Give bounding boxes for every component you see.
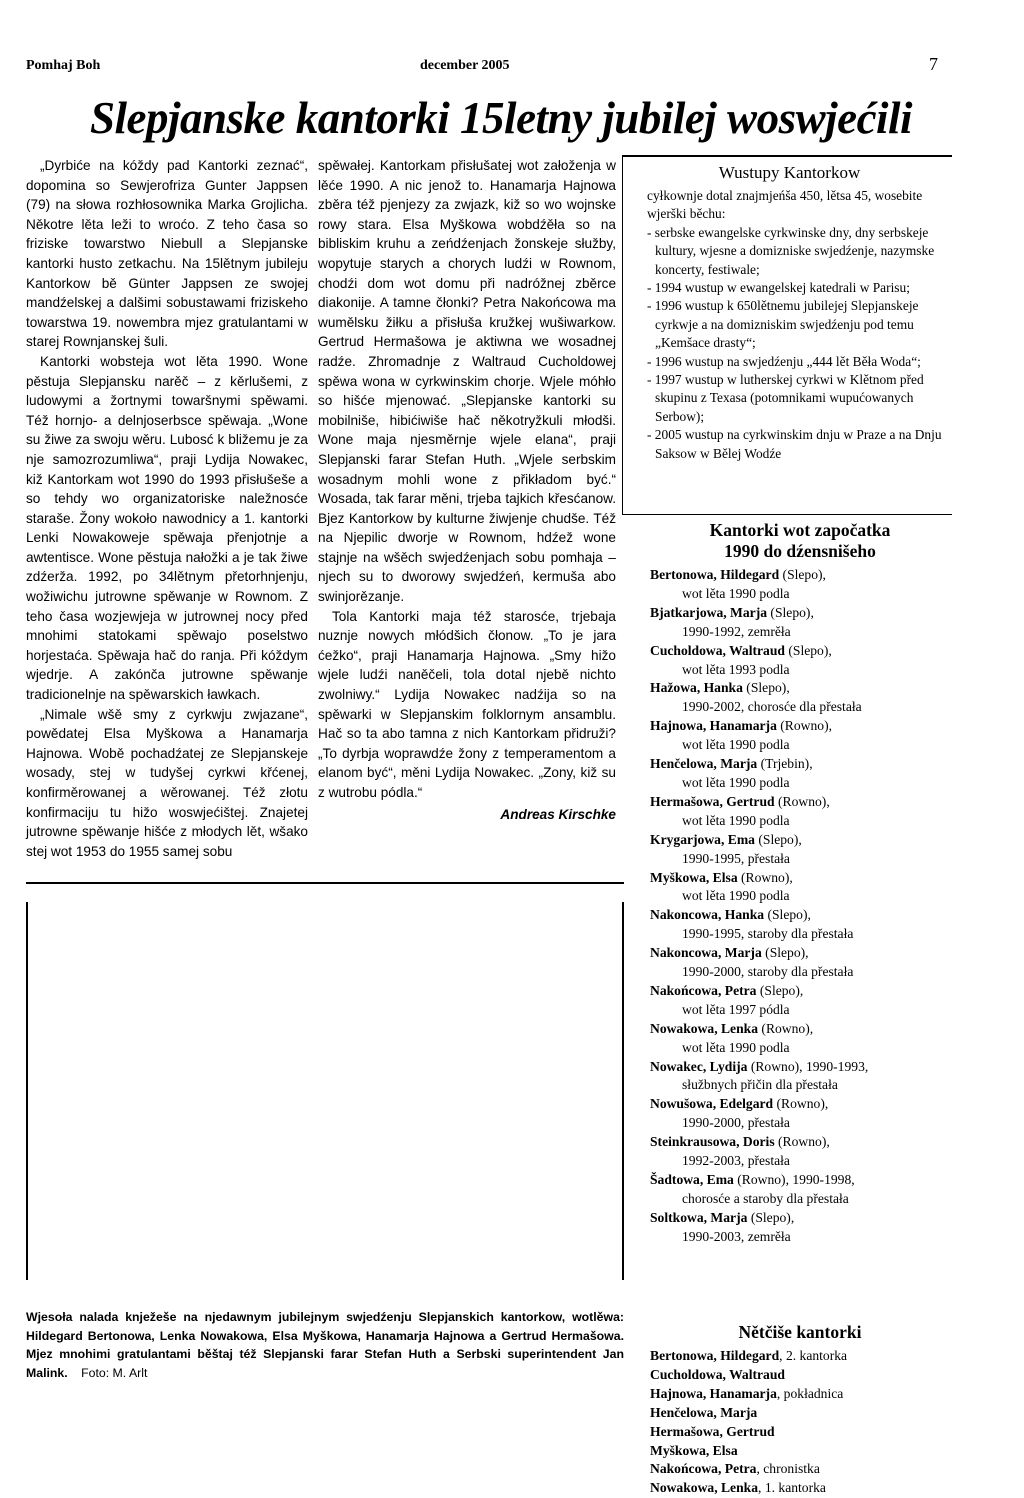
member-detail: (Rowno),: [776, 718, 833, 734]
member-period: 1990-2003, zemrěła: [682, 1228, 791, 1244]
current-members: [650, 1322, 950, 1498]
member-entry: [650, 1366, 950, 1385]
member-line: [650, 1366, 950, 1385]
performances-title: Wustupy Kantorkow: [718, 163, 861, 182]
member-name: Nakońcowa, Petra: [650, 1461, 757, 1477]
photo-edge-left: [26, 902, 28, 1280]
group-photo: [26, 882, 624, 1302]
member-name: Cucholdowa, Waltraud: [650, 642, 785, 658]
member-name: Krygarjowa, Ema: [650, 831, 755, 847]
member-detail: (Slepo),: [767, 604, 814, 620]
member-line: [650, 1460, 950, 1479]
member-name: Nowakowa, Lenka: [650, 1020, 759, 1036]
member-line: [650, 566, 950, 585]
member-entry: [650, 1058, 950, 1096]
member-detail: , 1. kantorka: [758, 1480, 826, 1496]
member-entry: [650, 831, 950, 869]
performances-intro: cyłkownje dotal znajmjeńša 450, lětsa 45, wosebite wjerški běchu:: [647, 188, 923, 222]
member-name: Bertonowa, Hildegard: [650, 567, 780, 582]
members-since-title: [650, 520, 950, 562]
member-detail: (Rowno), 1990-1993,: [747, 1058, 869, 1074]
member-line: [650, 1385, 950, 1404]
member-period: słužbnych přičin dla přestała: [682, 1077, 838, 1093]
member-line: [650, 679, 950, 698]
member-entry: [650, 604, 950, 642]
performance-item: - serbske ewangelske cyrkwinske dny, dny serbskeje kultury, wjesne a domizniske swjedźenje, nazymske koncerty, festiwale;: [647, 224, 935, 277]
member-line: [650, 831, 950, 850]
member-period: 1990-1992, zemrěła: [682, 623, 791, 639]
member-period: 1990-2000, přestała: [682, 1115, 790, 1131]
article-column-2: [318, 156, 616, 824]
member-period: 1992-2003, přestała: [682, 1153, 790, 1169]
member-name: Bertonowa, Hildegard: [650, 1348, 780, 1363]
member-period: wot lěta 1990 podla: [682, 774, 790, 790]
current-members-list: [650, 1347, 950, 1498]
member-detail: , chronistka: [756, 1461, 820, 1477]
member-detail: (Slepo),: [761, 945, 809, 961]
paragraph: spěwałej. Kantorkam přisłušatej wot załoženja w lěće 1990. A nic jenož to. Hanamarja Hajnowa zběra též pjenjezy za zwjazk, kiž so wo wojnske rowy stara. Elsa Myškowa wobdźěła so na bibliskim kruhu a zeńdźenjach žonskeje słužby, wopytuje starych a chorych ludźi w Rownom, chodźi dom wot domu při nadróžnej zběrce diakonije. A tamne čłonki? Petra Nakońcowa ma wumělsku žiłku a přisłuša kružkej wušiwarkow. Gertrud Hermašowa je aktiwna we wosadnej radźe. Zhromadnje z Waltraud Cucholdowej spěwa wona w cyrkwinskim chorje. Wjele móhło so hišće mjenować. „Slepjanske kantorki su mobilniše, hibićiwiše hač někotryžkuli młodši. Wone maja njesměrnje wjele elana“, praji Slepjanski farar Stefan Huth. „Wjele serbskim wosadnym mohli wone z přikładom być.“ Wosada, tak farar měni, trjeba tajkich křesćanow. Bjez Kantorkow by kulturne žiwjenje chudše. Též na Njepilic dworje w Rownom, hdźež wone stajnje na wšěch swjedźenjach sobu pomhaja – njech su to dworowy swjedźeń, kermuša abo swinjorězanje.: [318, 158, 616, 605]
member-line: [650, 1171, 950, 1190]
member-name: Šadtowa, Ema: [650, 1172, 734, 1187]
member-line: [650, 642, 950, 661]
member-name: Hermašowa, Gertrud: [650, 793, 775, 809]
member-detail: , 2. kantorka: [779, 1348, 848, 1363]
member-entry: [650, 755, 950, 793]
member-name: Hažowa, Hanka: [650, 680, 743, 696]
member-name: Soltkowa, Marja: [650, 1209, 748, 1225]
member-detail: (Rowno),: [774, 1134, 830, 1150]
member-entry: [650, 1460, 950, 1479]
member-name: Hermašowa, Gertrud: [650, 1423, 775, 1439]
member-detail: (Rowno),: [758, 1020, 814, 1036]
performance-item: - 2005 wustup na cyrkwinskim dnju w Praze a na Dnju Saksow w Bělej Wodźe: [647, 427, 942, 461]
member-line: [650, 1020, 950, 1039]
member-entry: [650, 1404, 950, 1423]
member-detail: (Slepo),: [779, 567, 826, 582]
member-line: [650, 1133, 950, 1152]
member-line: [650, 944, 950, 963]
member-entry: [650, 717, 950, 755]
member-entry: [650, 1442, 950, 1461]
member-detail: (Rowno),: [737, 869, 793, 885]
member-period: wot lěta 1990 podla: [682, 1039, 790, 1055]
performance-item: - 1996 wustup k 650lětnemu jubilejej Slepjanskeje cyrkwje a na domizniskim swjedźenju pod temu „Kemšace drasty“;: [647, 298, 919, 351]
member-entry: [650, 1385, 950, 1404]
paragraph: „Dyrbiće na kóždy pad Kantorki zeznać“, dopomina so Sewjerofriza Gunter Jappsen (79) na słowa rozhłosownika Marka Grojlicha. Někotre lěta leži to wroćo. Z teho časa so friziske towarstwo Niebull a Slepjanske kantorki husto zetkachu. Na 15lětnym jubileju Kantorkow bě Günter Jappsen ze swojej mandźelskej a dalšimi sobustawami friziskeho towarstwa 19. nowembra mjez gratulantami w starej Rownjanskej šuli.: [26, 158, 308, 350]
member-name: Nakoncowa, Marja: [650, 945, 762, 961]
member-entry: [650, 869, 950, 907]
member-entry: [650, 1095, 950, 1133]
member-period: wot lěta 1990 podla: [682, 585, 790, 601]
member-entry: [650, 982, 950, 1020]
members-list: [650, 566, 950, 1247]
paragraph: Tola Kantorki maja též starosće, trjebaja nuznje nowych młódšich čłonow. „To je jara ćežko“, praji Hanamarja Hajnowa. „Smy hižo wjele ludźi naněčeli, tola dotal njebě nichto zwolniwy.“ Lydija Nowakec nadźija so na spěwarki w Slepjanskim folklornym ansamblu. Hač so ta abo tamna z nich Kantorkam přidruži? „To dyrbja woprawdźe žony z temperamentom a elanom być“, měni Lydija Nowakec. „Zony, kiž su z wutrobu pódla.“: [318, 608, 616, 800]
author-signature: Andreas Kirschke: [500, 806, 616, 822]
member-detail: (Slepo),: [742, 680, 790, 696]
member-line: [650, 1442, 950, 1461]
member-name: Myškowa, Elsa: [650, 869, 738, 885]
member-name: Bjatkarjowa, Marja: [650, 604, 768, 620]
member-period: 1990-2002, chorosće dla přestała: [682, 699, 862, 715]
member-period: 1990-1995, přestała: [682, 850, 790, 866]
member-entry: [650, 1171, 950, 1209]
member-name: Nowušowa, Edelgard: [650, 1096, 774, 1112]
member-name: Henčelowa, Marja: [650, 756, 758, 772]
member-detail: , pokładnica: [776, 1385, 844, 1401]
member-line: [650, 869, 950, 888]
article-column-1: [26, 156, 308, 861]
member-detail: (Slepo),: [784, 642, 832, 658]
member-detail: (Rowno),: [774, 793, 830, 809]
member-name: Myškowa, Elsa: [650, 1442, 738, 1458]
photo-edge-right: [622, 902, 624, 1280]
performance-item: - 1996 wustup na swjedźenju „444 lět Běła Woda“;: [647, 353, 921, 369]
member-period: wot lěta 1990 podla: [682, 888, 790, 904]
member-detail: (Slepo),: [756, 982, 804, 998]
member-name: Nakońcowa, Petra: [650, 982, 757, 998]
member-line: [650, 1347, 950, 1366]
member-line: [650, 793, 950, 812]
member-entry: [650, 944, 950, 982]
member-detail: (Trjebin),: [757, 756, 813, 772]
member-entry: [650, 1133, 950, 1171]
publication-name: Pomhaj Boh: [26, 58, 101, 73]
members-since-title-line2: 1990 do dźensnišeho: [724, 541, 876, 561]
member-detail: (Rowno),: [773, 1096, 829, 1112]
member-entry: [650, 793, 950, 831]
member-entry: [650, 1423, 950, 1442]
member-detail: (Slepo),: [754, 831, 802, 847]
paragraph: Kantorki wobsteja wot lěta 1990. Wone pěstuja Slepjansku narěč – z kěrlušemi, z ludowymi a žortnymi towaršnymi spěwami. Též hornjo- a delnjoserbsce spěwaja. „Wone su žiwe za swoju wěru. Lubosć k bližemu je za nje samozrozumliwa“, praji Lydija Nowakec, kiž Kantorkam wot 1990 do 1993 přisłušeše a so tehdy wo organizatoriske naležnosće staraše. Žony wokoło nawodnicy a 1. kantorki Lenki Nowakoweje spěwaja přenjotnje a awtentisce. Wone pěstuja nałožki a je tak žiwe zdźerža. 1992, po 34lětnym přetorhnjenju, wožiwichu jutrowne spěwanje w Rownom. Z teho časa wozjewjeja w jutrownej nocy před mnohimi statokami spěwajo poselstwo horjestaća. Spěwaja hač do ranja. Při kóždym wjedrje. A zakónča jutrowne spěwanje tradicionelnje na spěwarskich ławkach.: [26, 353, 308, 703]
member-line: [650, 717, 950, 736]
member-line: [650, 1209, 950, 1228]
member-line: [650, 755, 950, 774]
member-detail: (Slepo),: [747, 1209, 795, 1225]
member-name: Hajnowa, Hanamarja: [650, 1385, 777, 1401]
member-line: [650, 982, 950, 1001]
performance-item: - 1997 wustup w lutherskej cyrkwi w Klětnom před skupinu z Texasa (potomnikami wupućowanych Serbow);: [647, 372, 924, 424]
member-entry: [650, 906, 950, 944]
member-name: Nakoncowa, Hanka: [650, 907, 765, 923]
member-line: [650, 1479, 950, 1498]
member-entry: [650, 1347, 950, 1366]
current-members-title: Nětčiše kantorki: [738, 1322, 862, 1342]
member-period: chorosće a staroby dla přestała: [682, 1190, 849, 1206]
performances-list: [647, 187, 952, 463]
member-period: wot lěta 1990 podla: [682, 812, 790, 828]
performance-item: - 1994 wustup w ewangelskej katedrali w Parisu;: [647, 280, 910, 296]
member-entry: [650, 679, 950, 717]
article-headline: Slepjanske kantorki 15letny jubilej woswjećili: [90, 93, 913, 143]
member-period: wot lěta 1997 pódla: [682, 1001, 790, 1017]
issue-date: december 2005: [420, 58, 510, 73]
member-line: [650, 1423, 950, 1442]
member-name: Steinkrausowa, Doris: [650, 1134, 775, 1150]
caption-text: Wjesoła nalada knježeše na njedawnym jubilejnym swjedźenju Slepjanskich kantorkow, wotlěwa: Hildegard Bertonowa, Lenka Nowakowa, Elsa Myškowa, Hanamarja Hajnowa a Gertrud Hermašowa. Mjez mnohimi gratulantami běštaj též Slepjanski farar Stefan Huth a Serbski superintendent Jan Malink.: [26, 1310, 624, 1380]
member-period: wot lěta 1990 podla: [682, 737, 790, 753]
member-entry: [650, 642, 950, 680]
member-detail: (Rowno), 1990-1998,: [733, 1172, 855, 1187]
member-name: Nowakec, Lydija: [650, 1058, 748, 1074]
member-line: [650, 1058, 950, 1077]
member-entry: [650, 1479, 950, 1498]
member-name: Henčelowa, Marja: [650, 1404, 758, 1420]
member-detail: (Slepo),: [764, 907, 811, 923]
member-entry: [650, 1020, 950, 1058]
members-since-1990: [650, 520, 950, 1247]
member-period: 1990-1995, staroby dla přestała: [682, 926, 854, 942]
member-entry: [650, 566, 950, 604]
photo-credit: Foto: M. Arlt: [81, 1365, 148, 1380]
member-line: [650, 1095, 950, 1114]
page-number: 7: [929, 54, 938, 74]
member-line: [650, 906, 950, 925]
member-name: Cucholdowa, Waltraud: [650, 1366, 785, 1382]
performances-box: [622, 155, 952, 515]
member-entry: [650, 1209, 950, 1247]
member-name: Hajnowa, Hanamarja: [650, 718, 777, 734]
member-line: [650, 604, 950, 623]
member-period: wot lěta 1993 podla: [682, 661, 790, 677]
members-since-title-line1: Kantorki wot započatka: [709, 520, 891, 540]
member-line: [650, 1404, 950, 1423]
paragraph: „Nimale wšě smy z cyrkwju zwjazane“, powědatej Elsa Myškowa a Hanamarja Hajnowa. Wobě pochadźatej ze Slepjanskeje wosady, stej w tudyšej cyrkwi křćenej, konfirměrowanej a wěrowanej. Též złotu konfirmaciju tu hižo woswjećištej. Znajetej jutrowne spěwanje hišće z młodych lět, wšako stej wot 1953 do 1955 samej sobu: [26, 706, 308, 859]
member-period: 1990-2000, staroby dla přestała: [682, 964, 854, 980]
member-name: Nowakowa, Lenka: [650, 1480, 759, 1496]
photo-caption: [26, 1308, 624, 1382]
